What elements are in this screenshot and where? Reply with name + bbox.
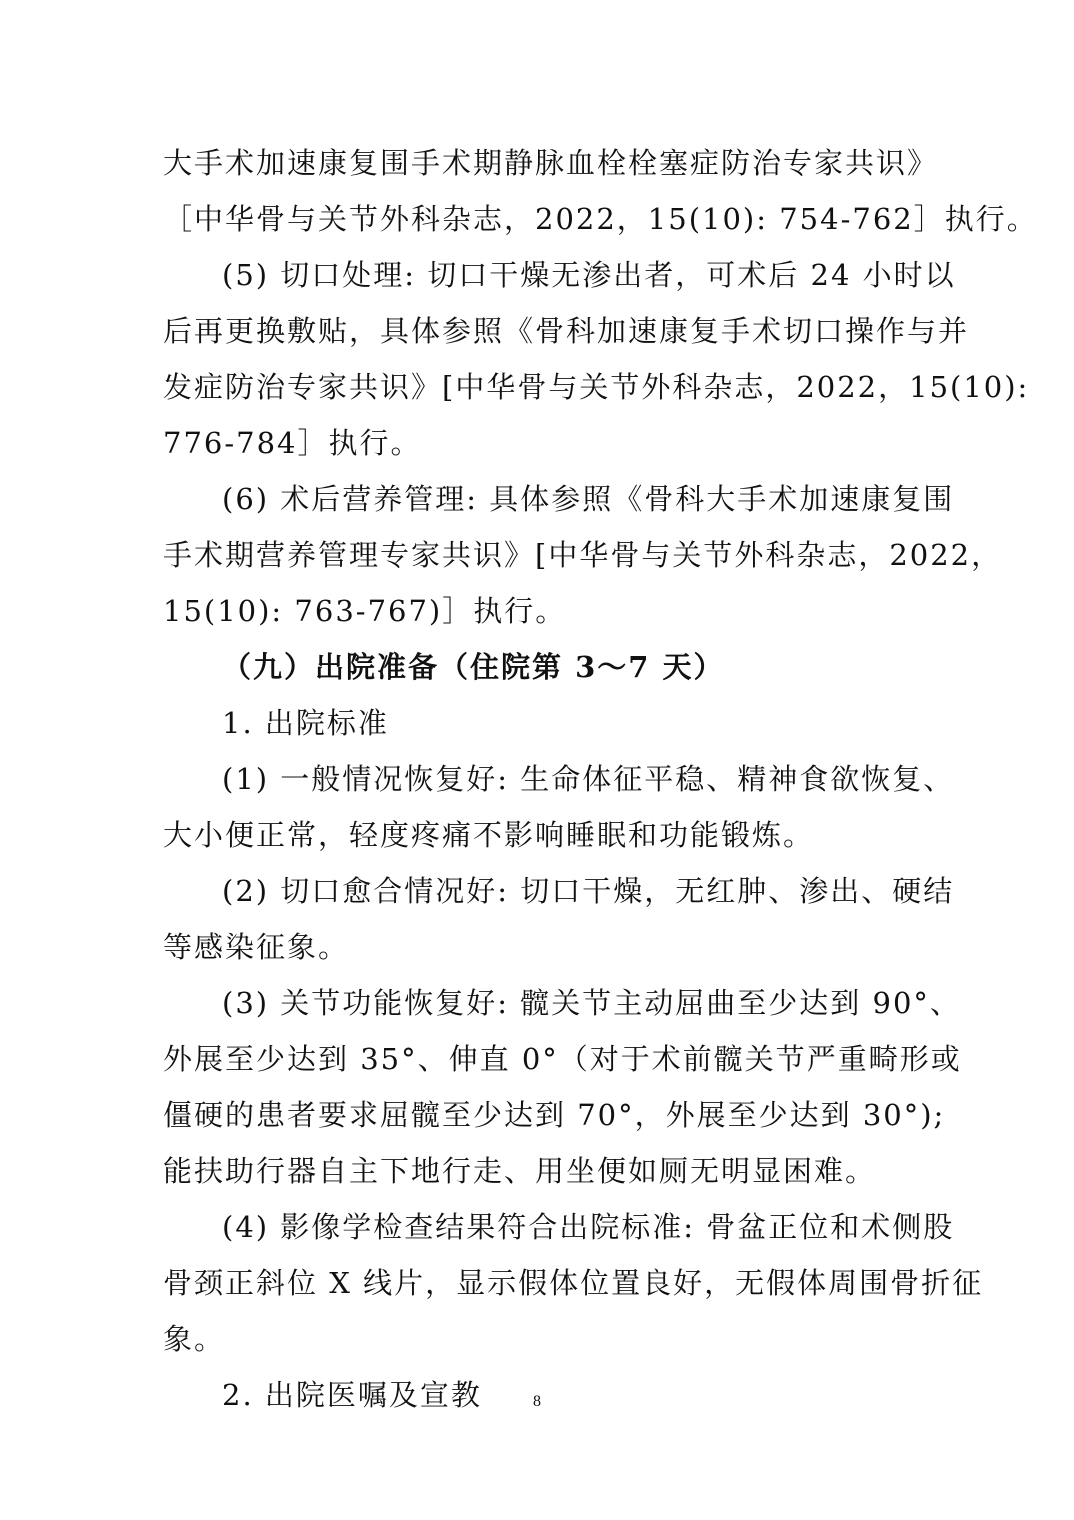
text-line: 后再更换敷贴，具体参照《骨科加速康复手术切口操作与并 (163, 314, 970, 348)
text-line: 15(10): 763-767)］执行。 (163, 594, 567, 628)
text-line: 骨颈正斜位 X 线片，显示假体位置良好，无假体周围骨折征 (163, 1266, 984, 1300)
text-line: (1) 一般情况恢复好: 生命体征平稳、精神食欲恢复、 (222, 762, 955, 796)
text-line: (6) 术后营养管理: 具体参照《骨科大手术加速康复围 (222, 482, 955, 516)
text-line: 大手术加速康复围手术期静脉血栓栓塞症防治专家共识》 (163, 146, 939, 180)
text-line: (4) 影像学检查结果符合出院标准: 骨盆正位和术侧股 (222, 1210, 955, 1244)
page-number: 8 (533, 1393, 541, 1410)
text-line: 能扶助行器自主下地行走、用坐便如厕无明显困难。 (163, 1154, 877, 1188)
text-line: (5) 切口处理: 切口干燥无渗出者，可术后 24 小时以 (222, 258, 956, 292)
subsection-heading: 2. 出院医嘱及宣教 (222, 1378, 482, 1412)
text-line: 手术期营养管理专家共识》[中华骨与关节外科杂志，2022， (163, 538, 1003, 572)
text-line: 等感染征象。 (163, 930, 350, 964)
text-line: 僵硬的患者要求屈髋至少达到 70°，外展至少达到 30°); (163, 1098, 946, 1132)
text-line: 776-784］执行。 (163, 426, 422, 460)
text-line: 象。 (163, 1322, 226, 1356)
text-line: 大小便正常，轻度疼痛不影响睡眠和功能锻炼。 (163, 818, 815, 852)
subsection-heading: 1. 出院标准 (222, 706, 389, 740)
text-line: ［中华骨与关节外科杂志，2022，15(10): 754-762］执行。 (163, 202, 1038, 236)
text-line: (2) 切口愈合情况好: 切口干燥，无红肿、渗出、硬结 (222, 874, 955, 908)
text-line: 发症防治专家共识》[中华骨与关节外科杂志，2022，15(10): (163, 370, 1030, 404)
text-line: (3) 关节功能恢复好: 髋关节主动屈曲至少达到 90°、 (222, 986, 961, 1020)
section-heading: （九）出院准备（住院第 3～7 天） (222, 650, 725, 684)
text-line: 外展至少达到 35°、伸直 0°（对于术前髋关节严重畸形或 (163, 1042, 962, 1076)
